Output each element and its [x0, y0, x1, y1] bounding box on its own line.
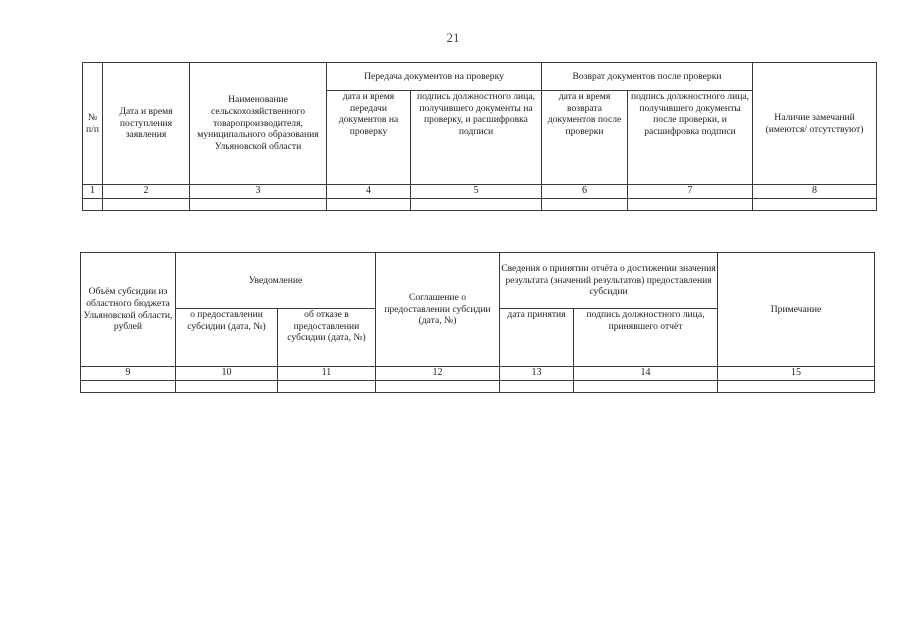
header-report-group: Сведения о принятии отчёта о достижении значения результата (значений результатов) предоставления субсидии: [500, 253, 718, 309]
empty-cell: [103, 199, 190, 211]
empty-cell: [278, 381, 376, 393]
column-number-10: 10: [176, 367, 278, 381]
header-number: № п/п: [83, 63, 103, 185]
column-number-5: 5: [411, 185, 542, 199]
empty-cell: [376, 381, 500, 393]
header-notice-refuse: об отказе в предоставлении субсидии (дата, №): [278, 309, 376, 367]
column-number-9: 9: [81, 367, 176, 381]
empty-cell: [176, 381, 278, 393]
column-number-8: 8: [753, 185, 877, 199]
header-transfer-date: дата и время передачи документов на проверку: [327, 91, 411, 185]
header-note: Примечание: [718, 253, 875, 367]
header-report-signature: подпись должностного лица, принявшего отчёт: [574, 309, 718, 367]
header-notice-group: Уведомление: [176, 253, 376, 309]
empty-cell: [411, 199, 542, 211]
column-number-2: 2: [103, 185, 190, 199]
empty-cell: [628, 199, 753, 211]
empty-cell: [83, 199, 103, 211]
header-transfer-signature: подпись должностного лица, получившего документы на проверку, и расшифровка подписи: [411, 91, 542, 185]
header-return-signature: подпись должностного лица, получившего документы после проверки, и расшифровка подписи: [628, 91, 753, 185]
column-number-14: 14: [574, 367, 718, 381]
header-remarks: Наличие замечаний (имеются/ отсутствуют): [753, 63, 877, 185]
column-number-3: 3: [190, 185, 327, 199]
column-number-6: 6: [542, 185, 628, 199]
column-number-1: 1: [83, 185, 103, 199]
empty-cell: [753, 199, 877, 211]
column-number-13: 13: [500, 367, 574, 381]
header-subsidy-volume: Объём субсидии из областного бюджета Ульяновской области, рублей: [81, 253, 176, 367]
empty-cell: [718, 381, 875, 393]
empty-cell: [190, 199, 327, 211]
page-number: 21: [446, 30, 460, 45]
empty-cell: [81, 381, 176, 393]
column-number-12: 12: [376, 367, 500, 381]
header-agreement: Соглашение о предоставлении субсидии (дата, №): [376, 253, 500, 367]
column-number-4: 4: [327, 185, 411, 199]
registration-table: [82, 62, 877, 211]
header-report-date: дата принятия: [500, 309, 574, 367]
empty-cell: [500, 381, 574, 393]
column-number-7: 7: [628, 185, 753, 199]
column-number-15: 15: [718, 367, 875, 381]
column-number-11: 11: [278, 367, 376, 381]
header-return-group: Возврат документов после проверки: [542, 63, 753, 91]
header-transfer-group: Передача документов на проверку: [327, 63, 542, 91]
header-return-date: дата и время возврата документов после проверки: [542, 91, 628, 185]
empty-cell: [574, 381, 718, 393]
header-receipt-date: Дата и время поступления заявления: [103, 63, 190, 185]
header-producer-name: Наименование сельскохозяйственного товаропроизводителя, муниципального образования Ульяновской области: [190, 63, 327, 185]
subsidy-table: [80, 252, 875, 393]
empty-cell: [327, 199, 411, 211]
header-notice-grant: о предоставлении субсидии (дата, №): [176, 309, 278, 367]
empty-cell: [542, 199, 628, 211]
